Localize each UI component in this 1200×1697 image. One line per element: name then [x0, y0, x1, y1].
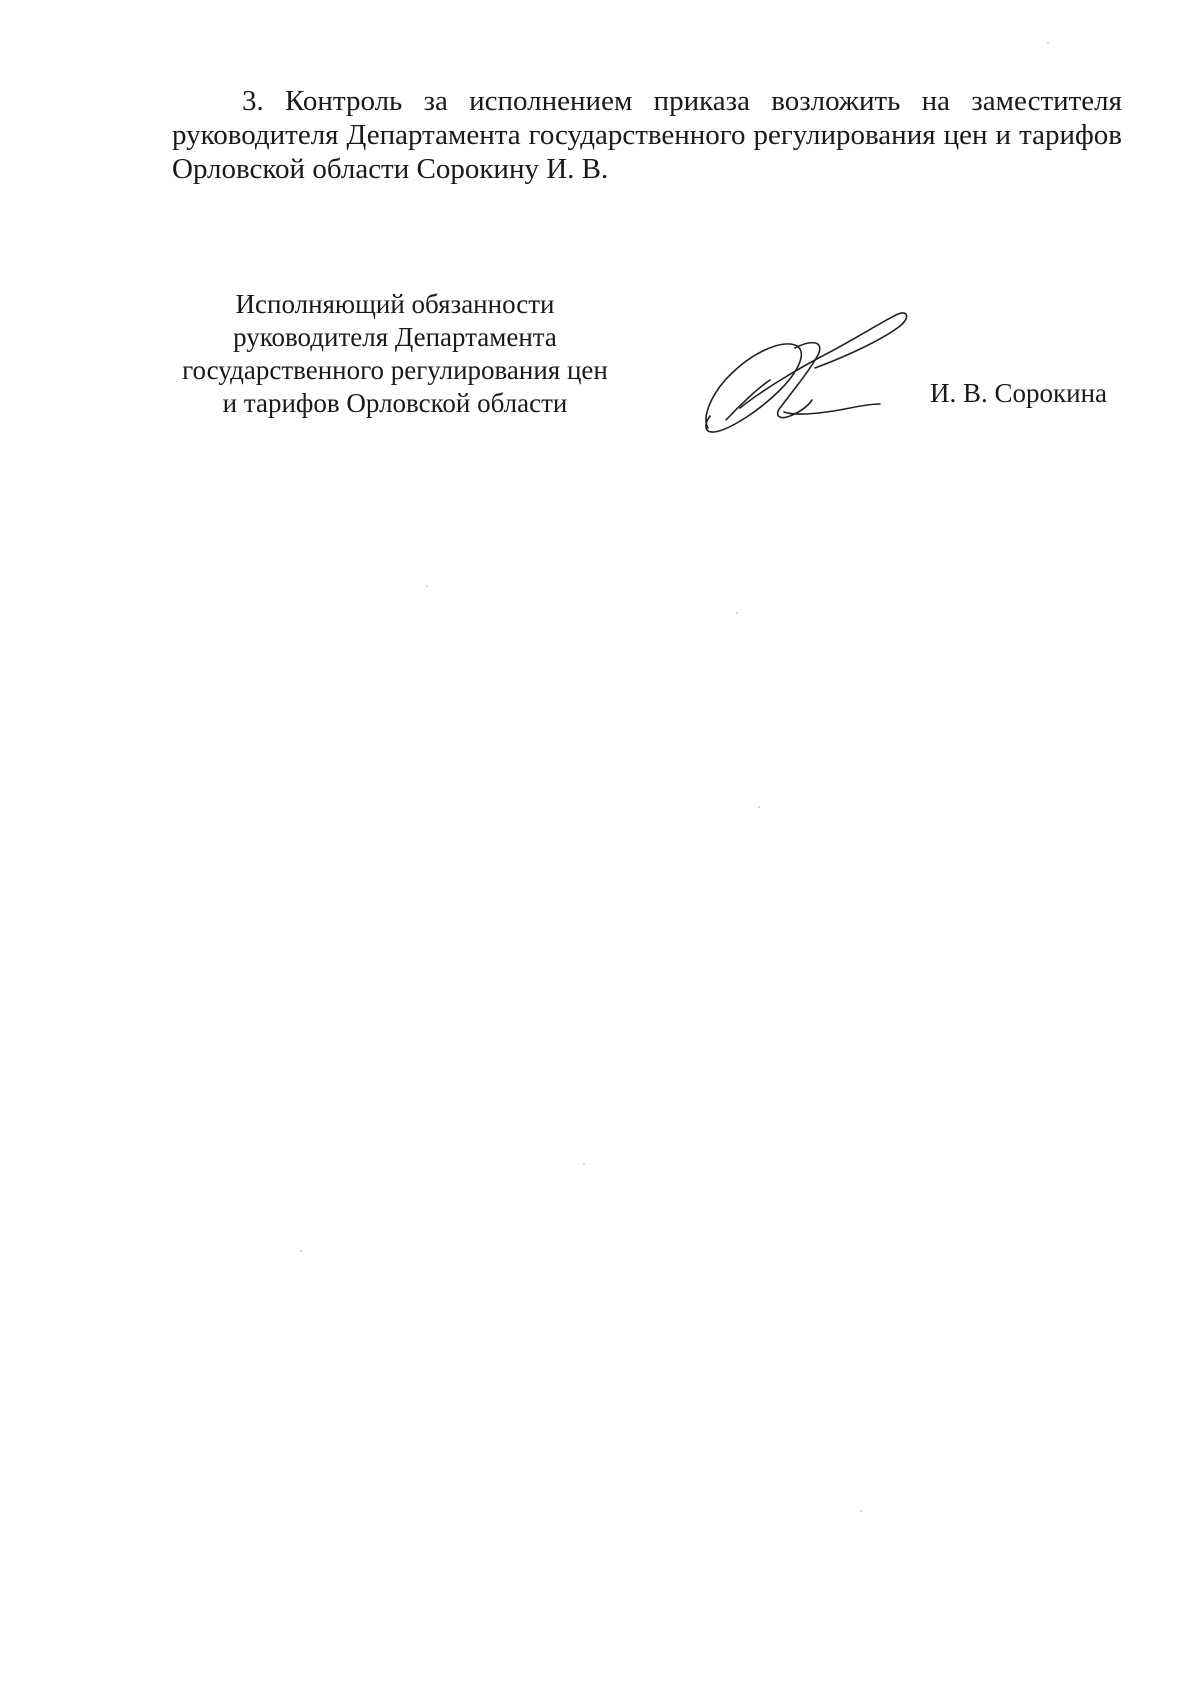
paragraph-line: 3. Контроль за исполнением приказа возложить на заместителя [242, 85, 1122, 117]
handwritten-signature [700, 300, 920, 440]
order-paragraph-3 [172, 84, 1122, 186]
position-line: Исполняющий обязанности [235, 289, 555, 319]
position-line: государственного регулирования цен [182, 355, 608, 385]
paragraph-line: руководителя Департамента государственного регулирования цен и тарифов [172, 119, 1122, 151]
position-line: и тарифов Орловской области [222, 388, 568, 418]
position-line: руководителя Департамента [233, 322, 557, 352]
paragraph-line: Орловской области Сорокину И. В. [172, 153, 609, 185]
signatory-name: И. В. Сорокина [930, 378, 1108, 408]
signatory-position [150, 288, 640, 420]
